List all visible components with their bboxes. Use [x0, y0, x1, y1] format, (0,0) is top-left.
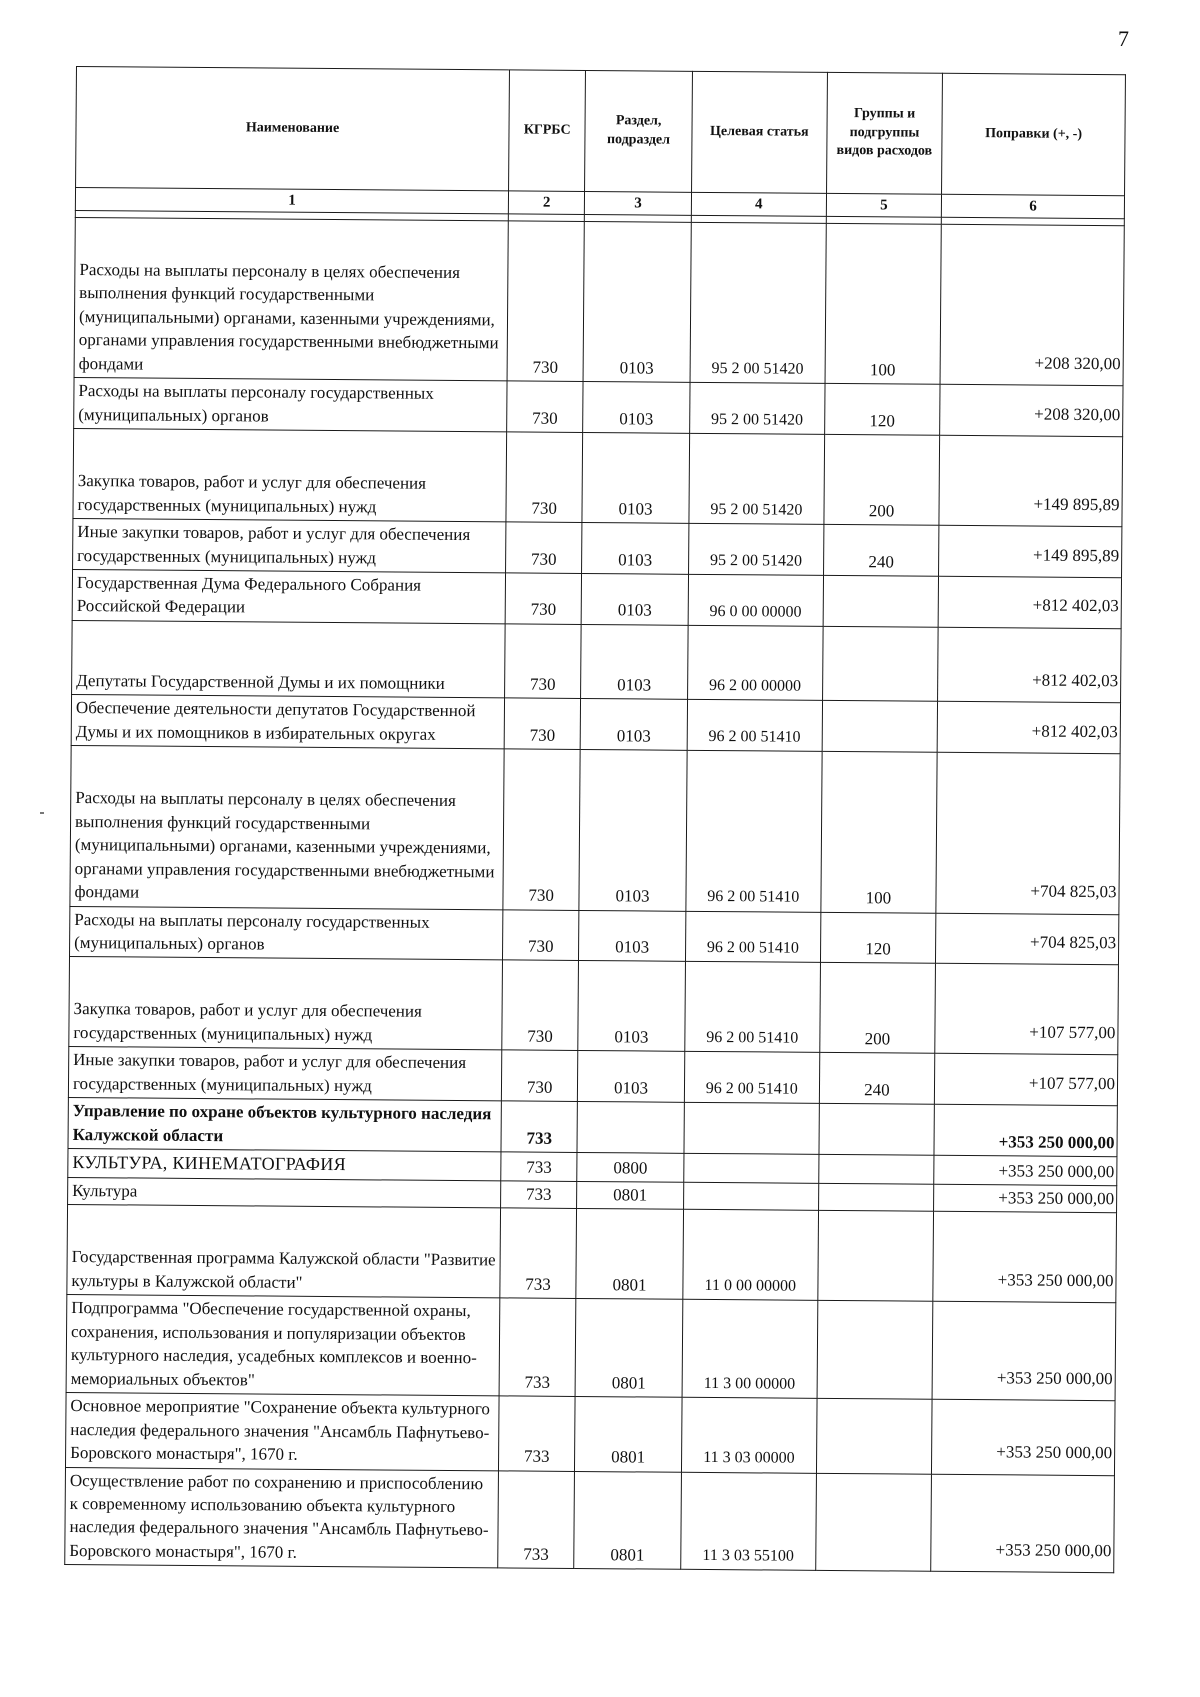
row-kgrbs: 730 — [507, 221, 584, 382]
header-name: Наименование — [76, 67, 510, 191]
table-row — [70, 746, 1120, 914]
table-row — [68, 1047, 1117, 1106]
row-group: 200 — [824, 435, 940, 526]
row-amount: +208 320,00 — [940, 385, 1123, 437]
row-razdel: 0103 — [579, 750, 687, 911]
row-target: 96 0 00 00000 — [688, 574, 823, 626]
row-razdel: 0103 — [583, 382, 690, 434]
row-kgrbs: 733 — [501, 1101, 578, 1153]
row-target: 11 3 03 55100 — [681, 1472, 817, 1571]
row-amount: +208 320,00 — [940, 224, 1124, 386]
header-amount: Поправки (+, -) — [942, 73, 1126, 195]
column-number: 3 — [585, 191, 692, 215]
row-group — [817, 1301, 933, 1400]
row-name: Культура — [68, 1177, 501, 1208]
page-number: 7 — [1118, 26, 1129, 51]
column-number: 2 — [508, 191, 584, 215]
budget-amendments-table — [64, 66, 1126, 1574]
row-kgrbs: 730 — [505, 624, 582, 699]
row-name: Закупка товаров, работ и услуг для обеспечения государственных (муниципальных) нужд — [69, 957, 503, 1050]
row-group — [819, 1104, 935, 1156]
header-target: Целевая статья — [691, 71, 827, 193]
header-row — [76, 67, 1126, 196]
row-target: 96 2 00 51410 — [686, 751, 822, 912]
row-group: 200 — [820, 963, 936, 1054]
row-group: 100 — [821, 752, 938, 913]
row-amount: +704 825,03 — [936, 753, 1120, 915]
table-row — [74, 217, 1124, 385]
row-razdel: 0103 — [582, 523, 689, 575]
row-name: Подпрограмма "Обеспечение государственной охраны, сохранения, использования и популяризации объектов культурного наследия, усадебных комплексов и военно-мемориальных объектов" — [66, 1295, 500, 1396]
row-target: 11 3 00 00000 — [682, 1300, 818, 1399]
row-amount: +812 402,03 — [938, 627, 1121, 703]
column-number: 1 — [75, 188, 508, 214]
row-target: 96 2 00 51410 — [684, 1052, 819, 1104]
row-kgrbs: 733 — [501, 1181, 577, 1209]
table-row — [70, 906, 1119, 965]
row-amount: +812 402,03 — [937, 702, 1120, 754]
row-name: Осуществление работ по сохранению и приспособлению к современному использованию объекта культурного наследия федерального значения "Ансамбль Пафнутьево-Боровского монастыря", 1670 г. — [65, 1467, 499, 1568]
row-name: Расходы на выплаты персоналу государственных (муниципальных) органов — [70, 906, 503, 960]
row-target — [684, 1153, 819, 1183]
row-group — [818, 1183, 934, 1211]
row-kgrbs: 730 — [501, 1050, 578, 1102]
row-amount: +353 250 000,00 — [934, 1184, 1117, 1213]
row-razdel: 0103 — [583, 221, 691, 382]
row-name: Обеспечение деятельности депутатов Государственной Думы и их помощников в избирательных округах — [71, 695, 504, 749]
row-razdel: 0103 — [578, 1051, 685, 1103]
row-name: Депутаты Государственной Думы и их помощники — [72, 620, 506, 698]
table-row — [71, 695, 1120, 754]
row-amount: +107 577,00 — [935, 1054, 1118, 1106]
column-number: 5 — [826, 193, 942, 217]
row-group — [823, 575, 939, 627]
row-razdel: 0801 — [575, 1397, 682, 1472]
row-group: 120 — [820, 912, 936, 964]
table-row — [65, 1393, 1115, 1476]
row-kgrbs: 730 — [503, 909, 580, 961]
row-target: 96 2 00 51410 — [685, 911, 820, 963]
row-group — [816, 1399, 932, 1474]
row-group: 100 — [825, 223, 942, 384]
row-name: Расходы на выплаты персоналу государственных (муниципальных) органов — [74, 378, 507, 432]
table-row — [66, 1295, 1116, 1401]
table-row — [68, 1098, 1117, 1157]
column-number: 4 — [691, 192, 826, 216]
row-group — [822, 701, 938, 753]
row-kgrbs: 733 — [500, 1208, 577, 1299]
row-group — [816, 1473, 932, 1572]
row-kgrbs: 730 — [502, 960, 579, 1051]
row-amount: +353 250 000,00 — [931, 1474, 1115, 1573]
table-body — [65, 217, 1125, 1573]
row-group — [819, 1155, 935, 1185]
table-row — [73, 519, 1122, 578]
row-kgrbs: 730 — [504, 698, 581, 750]
row-razdel: 0800 — [577, 1153, 684, 1183]
row-amount: +353 250 000,00 — [934, 1105, 1117, 1157]
scan-mark — [40, 812, 44, 814]
row-target: 95 2 00 51420 — [690, 222, 826, 383]
row-amount: +353 250 000,00 — [934, 1155, 1117, 1185]
row-amount: +353 250 000,00 — [932, 1302, 1116, 1401]
row-target: 96 2 00 51410 — [687, 700, 822, 752]
row-name: Иные закупки товаров, работ и услуг для обеспечения государственных (муниципальных) нужд — [68, 1047, 501, 1101]
table-row — [73, 429, 1123, 527]
table-row — [65, 1467, 1115, 1573]
budget-table-sheet — [64, 66, 1126, 1574]
row-name: Государственная Дума Федерального Собрания Российской Федерации — [72, 569, 505, 623]
row-kgrbs: 733 — [499, 1298, 576, 1396]
header-group: Группы и подгруппы видов расходов — [826, 72, 942, 194]
row-razdel: 0801 — [574, 1471, 681, 1570]
row-name: Иные закупки товаров, работ и услуг для обеспечения государственных (муниципальных) нужд — [73, 519, 506, 573]
row-razdel: 0801 — [577, 1181, 684, 1209]
row-name: Основное мероприятие "Сохранение объекта культурного наследия федерального значения "Ансамбль Пафнутьево-Боровского монастыря", 1670 г. — [65, 1393, 499, 1471]
table-row — [74, 378, 1123, 437]
row-kgrbs: 730 — [507, 381, 584, 433]
row-target: 95 2 00 51420 — [688, 523, 823, 575]
row-target: 96 2 00 51410 — [685, 962, 821, 1053]
header-razdel: Раздел, подраздел — [585, 71, 693, 193]
row-kgrbs: 730 — [505, 573, 582, 625]
row-target: 11 0 00 00000 — [683, 1210, 819, 1301]
row-amount: +107 577,00 — [935, 964, 1119, 1055]
column-number: 6 — [941, 194, 1124, 218]
row-group: 240 — [819, 1053, 935, 1105]
row-kgrbs: 730 — [503, 749, 580, 910]
row-kgrbs: 730 — [506, 432, 583, 523]
row-group: 120 — [824, 384, 940, 436]
row-target — [683, 1182, 818, 1211]
row-amount: +149 895,89 — [939, 525, 1122, 577]
row-name: Закупка товаров, работ и услуг для обеспечения государственных (муниципальных) нужд — [73, 429, 507, 522]
row-kgrbs: 733 — [499, 1396, 576, 1471]
row-target: 95 2 00 51420 — [690, 383, 825, 435]
row-target — [684, 1103, 819, 1155]
table-row — [69, 957, 1119, 1055]
table-row — [72, 569, 1121, 628]
row-razdel: 0801 — [575, 1299, 682, 1398]
row-razdel — [577, 1102, 684, 1154]
row-group — [818, 1211, 934, 1302]
row-amount: +149 895,89 — [939, 435, 1123, 526]
row-name: Управление по охране объектов культурного наследия Калужской области — [68, 1098, 501, 1152]
row-amount: +353 250 000,00 — [932, 1399, 1115, 1475]
row-amount: +353 250 000,00 — [933, 1212, 1117, 1303]
row-razdel: 0103 — [581, 573, 688, 625]
row-group: 240 — [823, 524, 939, 576]
row-group — [822, 626, 938, 701]
row-razdel: 0103 — [578, 961, 685, 1052]
row-kgrbs: 733 — [501, 1152, 577, 1181]
row-razdel: 0103 — [582, 433, 689, 524]
row-name: Расходы на выплаты персоналу в целях обеспечения выполнения функций государственными (муниципальными) органами, казенными учреждениями, органами управления государственными внебюджетными фондами — [74, 217, 508, 381]
row-razdel: 0801 — [576, 1209, 683, 1300]
row-razdel: 0103 — [581, 624, 688, 699]
row-amount: +812 402,03 — [938, 576, 1121, 628]
header-kgrbs: КГРБС — [509, 70, 586, 192]
row-target: 95 2 00 51420 — [689, 434, 825, 525]
row-kgrbs: 730 — [506, 522, 583, 574]
row-name: КУЛЬТУРА, КИНЕМАТОГРАФИЯ — [68, 1149, 501, 1181]
row-target: 11 3 03 00000 — [681, 1397, 817, 1472]
row-name: Расходы на выплаты персоналу в целях обеспечения выполнения функций государственными (муниципальными) органами, казенными учреждениями, органами управления государственными внебюджетными фондами — [70, 746, 504, 910]
row-razdel: 0103 — [580, 699, 687, 751]
row-target: 96 2 00 00000 — [687, 625, 823, 701]
table-row — [67, 1205, 1117, 1303]
table-row — [72, 620, 1122, 703]
row-name: Государственная программа Калужской области "Развитие культуры в Калужской области" — [67, 1205, 501, 1298]
row-razdel: 0103 — [579, 910, 686, 962]
row-kgrbs: 733 — [498, 1470, 575, 1568]
row-amount: +704 825,03 — [936, 913, 1119, 965]
